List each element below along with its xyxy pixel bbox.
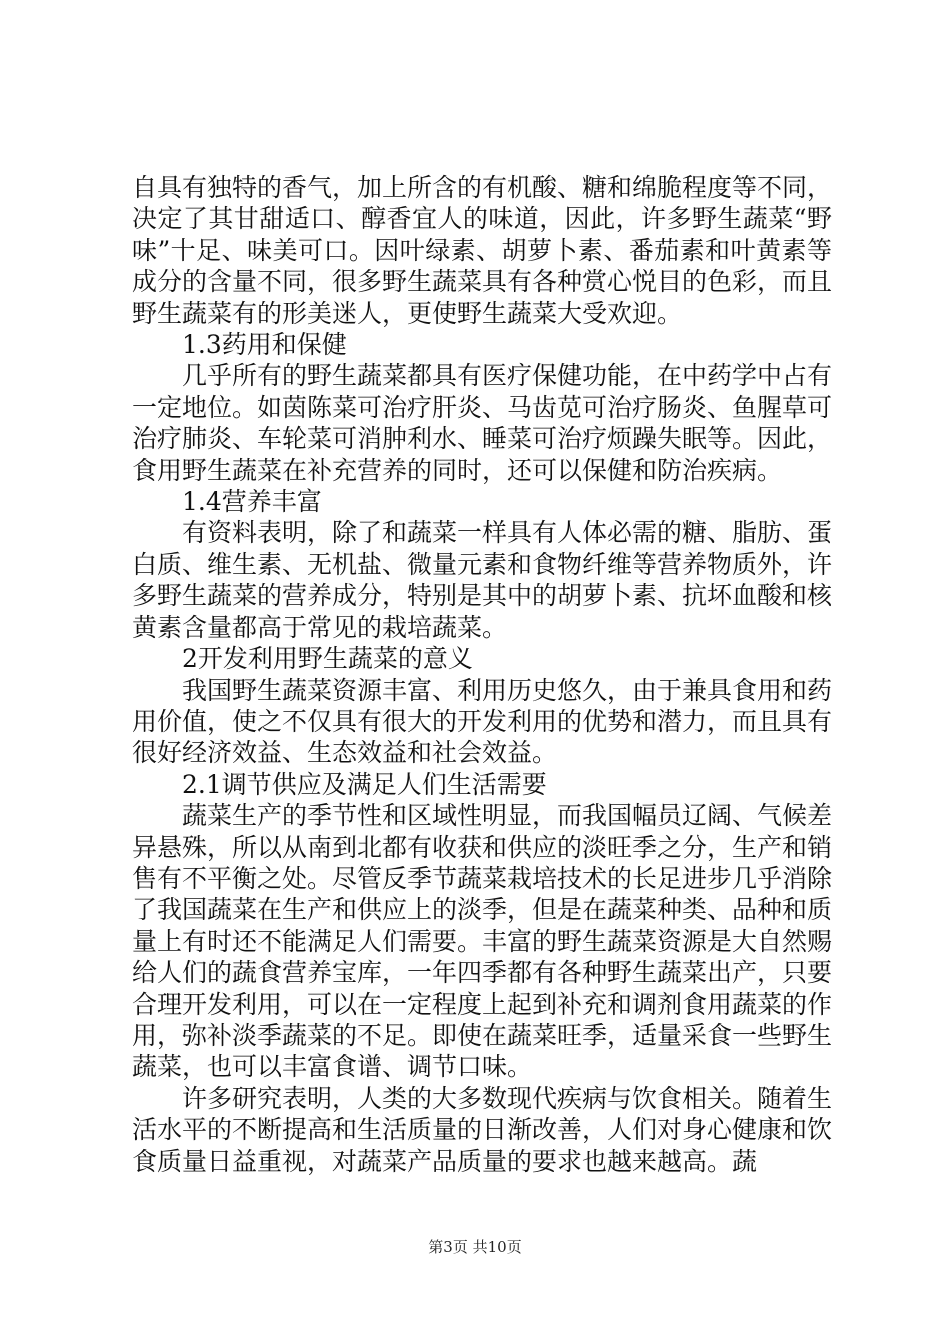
section-heading-1-4: 1.4营养丰富 <box>182 487 322 517</box>
paragraph-medicinal: 几乎所有的野生蔬菜都具有医疗保健功能，在中药学中占有一定地位。如茵陈菜可治疗肝炎、马齿苋可治疗肠炎、鱼腥草可治疗肺炎、车轮菜可消肿利水、睡菜可治疗烦躁失眠等。因此，食用野生蔬菜在补充营养的同时，还可以保健和防治疾病。 <box>132 361 833 485</box>
document-body <box>132 172 832 1177</box>
paragraph-nutrition: 有资料表明，除了和蔬菜一样具有人体必需的糖、脂肪、蛋白质、维生素、无机盐、微量元素和食物纤维等营养物质外，许多野生蔬菜的营养成分，特别是其中的胡萝卜素、抗坏血酸和核黄素含量都高于常见的栽培蔬菜。 <box>132 518 833 642</box>
section-heading-2: 2开发利用野生蔬菜的意义 <box>182 644 473 674</box>
section-heading-1-3: 1.3药用和保健 <box>182 330 347 360</box>
paragraph-significance: 我国野生蔬菜资源丰富、利用历史悠久，由于兼具食用和药用价值，使之不仅具有很大的开发利用的优势和潜力，而且具有很好经济效益、生态效益和社会效益。 <box>132 675 833 768</box>
paragraph-supply: 蔬菜生产的季节性和区域性明显，而我国幅员辽阔、气候差异悬殊，所以从南到北都有收获和供应的淡旺季之分，生产和销售有不平衡之处。尽管反季节蔬菜栽培技术的长足进步几乎消除了我国蔬菜在生产和供应上的淡季，但是在蔬菜种类、品种和质量上有时还不能满足人们需要。丰富的野生蔬菜资源是大自然赐给人们的蔬食营养宝库，一年四季都有各种野生蔬菜出产，只要合理开发利用，可以在一定程度上起到补充和调剂食用蔬菜的作用，弥补淡季蔬菜的不足。即使在蔬菜旺季，适量采食一些野生蔬菜，也可以丰富食谱、调节口味。 <box>132 801 833 1082</box>
section-heading-2-1: 2.1调节供应及满足人们生活需要 <box>182 769 547 799</box>
paragraph-continuation: 自具有独特的香气，加上所含的有机酸、糖和绵脆程度等不同，决定了其甘甜适口、醇香宜人的味道，因此，许多野生蔬菜“野味”十足、味美可口。因叶绿素、胡萝卜素、番茄素和叶黄素等成分的含量不同，很多野生蔬菜具有各种赏心悦目的色彩，而且野生蔬菜有的形美迷人，更使野生蔬菜大受欢迎。 <box>132 173 833 328</box>
page-number-footer: 第3页 共10页 <box>428 1238 522 1256</box>
paragraph-health: 许多研究表明，人类的大多数现代疾病与饮食相关。随着生活水平的不断提高和生活质量的日渐改善，人们对身心健康和饮食质量日益重视，对蔬菜产品质量的要求也越来越高。蔬 <box>132 1083 833 1176</box>
